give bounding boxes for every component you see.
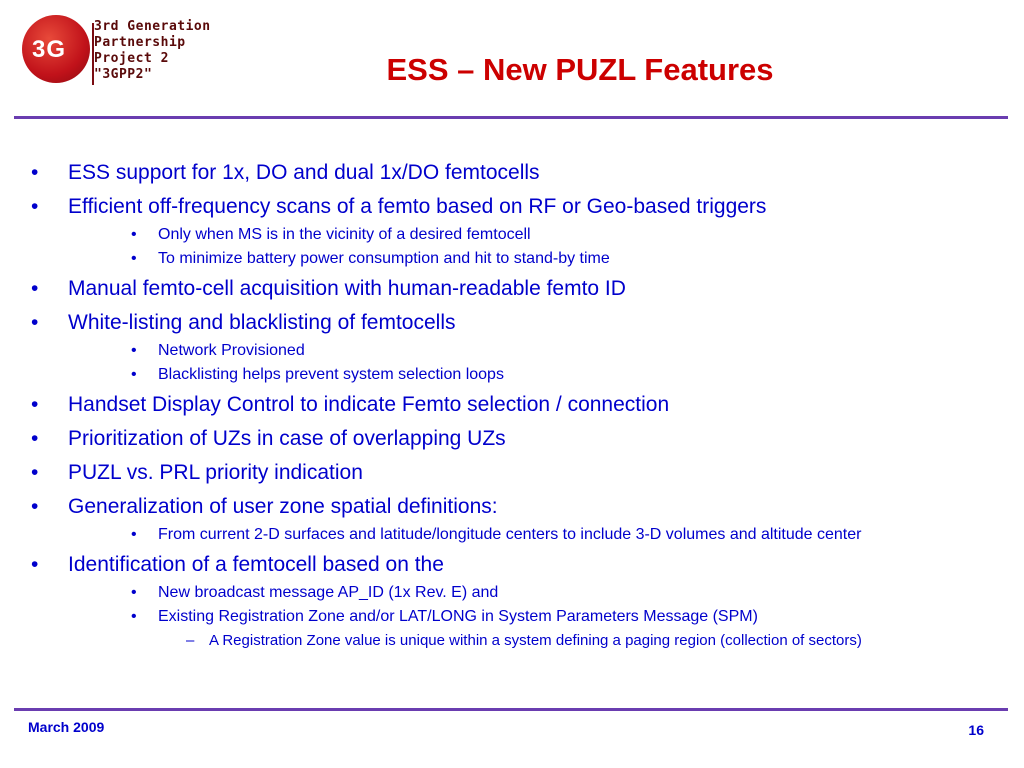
footer-divider xyxy=(14,708,1008,711)
sub-sub-bullet-item: – A Registration Zone value is unique within a system defining a paging region (collection of sectors) xyxy=(0,631,1024,650)
header-divider xyxy=(14,116,1008,119)
bullet-item: • Generalization of user zone spatial definitions: xyxy=(0,494,1024,519)
sub-bullet-item: • Network Provisioned xyxy=(0,341,1024,361)
slide-title: ESS – New PUZL Features xyxy=(386,52,774,87)
sub-bullet-item: • Blacklisting helps prevent system selection loops xyxy=(0,365,1024,385)
page-number: 16 xyxy=(968,722,984,738)
bullet-list xyxy=(0,160,1024,657)
logo-line: Project 2 xyxy=(94,51,169,66)
sub-bullet-item: • From current 2-D surfaces and latitude/longitude centers to include 3-D volumes and altitude center xyxy=(0,525,1024,545)
bullet-item: • Handset Display Control to indicate Femto selection / connection xyxy=(0,392,1024,417)
sub-bullet-item: • Only when MS is in the vicinity of a desired femtocell xyxy=(0,225,1024,245)
bullet-item: • ESS support for 1x, DO and dual 1x/DO femtocells xyxy=(0,160,1024,185)
bullet-item: • PUZL vs. PRL priority indication xyxy=(0,460,1024,485)
logo-mark: 3G xyxy=(32,36,67,63)
bullet-item: • Identification of a femtocell based on the xyxy=(0,552,1024,577)
bullet-item: • Prioritization of UZs in case of overlapping UZs xyxy=(0,426,1024,451)
sub-bullet-item: • New broadcast message AP_ID (1x Rev. E) and xyxy=(0,583,1024,603)
bullet-item: • White-listing and blacklisting of femtocells xyxy=(0,310,1024,335)
logo-line: Partnership xyxy=(94,35,186,50)
bullet-item: • Manual femto-cell acquisition with human-readable femto ID xyxy=(0,276,1024,301)
sub-bullet-item: • Existing Registration Zone and/or LAT/LONG in System Parameters Message (SPM) xyxy=(0,607,1024,627)
footer-date: March 2009 xyxy=(28,719,105,735)
logo-line: 3rd Generation xyxy=(94,19,211,34)
bullet-item: • Efficient off-frequency scans of a femto based on RF or Geo-based triggers xyxy=(0,194,1024,219)
logo-line: "3GPP2" xyxy=(94,67,153,82)
sub-bullet-item: • To minimize battery power consumption and hit to stand-by time xyxy=(0,249,1024,269)
